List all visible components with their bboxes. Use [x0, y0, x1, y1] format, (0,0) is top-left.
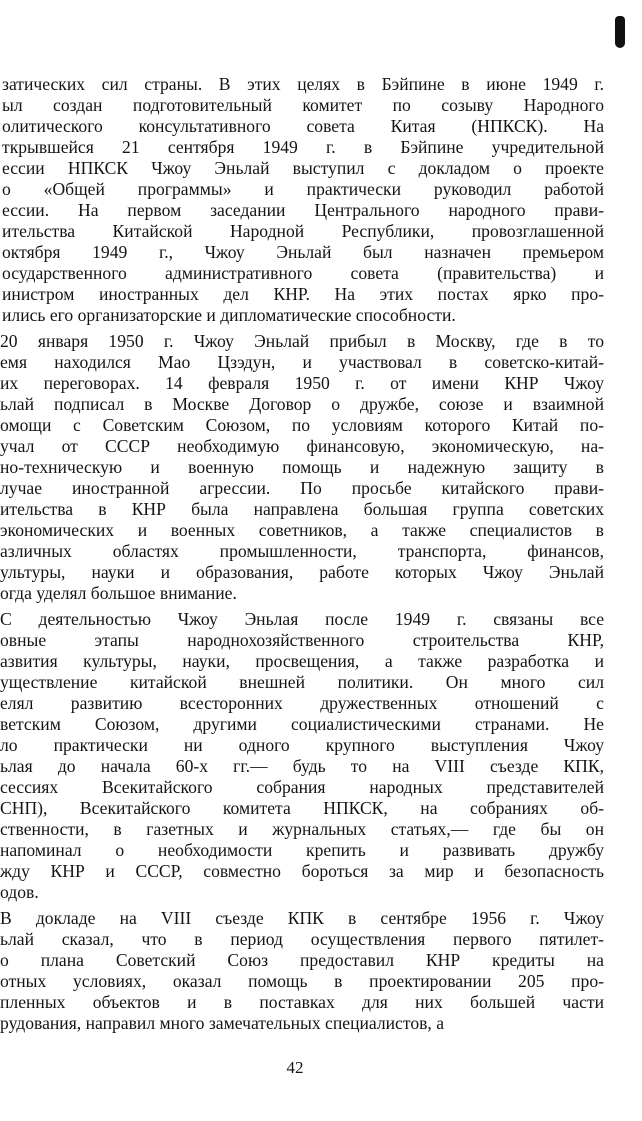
text-line: ственности, в газетных и журнальных статьях,— где бы он: [0, 819, 604, 839]
paragraph-3: [0, 609, 604, 908]
text-line: ительства в КНР была направлена большая группа советских: [0, 499, 604, 519]
text-line: ительства Китайской Народной Республики, провозглашенной: [2, 221, 604, 241]
text-line: но-техническую и военную помощь и надежную защиту в: [0, 457, 604, 477]
text-line: ветским Союзом, другими социалистическими странами. Не: [0, 714, 604, 734]
text-line: рудования, направил много замечательных специалистов, а: [0, 1013, 445, 1033]
text-line: ессии НПКСК Чжоу Эньлай выступил с докладом о проекте: [2, 158, 604, 178]
text-line: олитического консультативного совета Китая (НПКСК). На: [2, 116, 604, 136]
text-line: сессиях Всекитайского собрания народных представителей: [0, 777, 604, 797]
text-line: ьлай подписал в Москве Договор о дружбе, союзе и взаимной: [0, 394, 604, 414]
paragraph-2: [0, 331, 604, 609]
paragraph-1: [0, 74, 604, 331]
text-line: инистром иностранных дел КНР. На этих постах ярко про-: [2, 284, 604, 304]
text-line: экономических и военных советников, а также специалистов в: [0, 520, 604, 540]
text-line: о плана Советский Союз предоставил КНР кредиты на: [0, 950, 604, 970]
text-line: пленных объектов и в поставках для них большей части: [0, 992, 604, 1012]
text-line: затических сил страны. В этих целях в Бэйпине в июне 1949 г.: [2, 74, 604, 94]
ink-blot: [615, 16, 625, 48]
text-line: ыл создан подготовительный комитет по созыву Народного: [2, 95, 604, 115]
text-line: С деятельностью Чжоу Эньлая после 1949 г. связаны все: [0, 609, 604, 629]
text-line: жду КНР и СССР, совместно бороться за мир и безопасность: [0, 861, 604, 881]
text-line: азвития культуры, науки, просвещения, а также разработка и: [0, 651, 604, 671]
text-line: отных условиях, оказал помощь в проектировании 205 про-: [0, 971, 604, 991]
text-line: овные этапы народнохозяйственного строительства КНР,: [0, 630, 604, 650]
text-line: ультуры, науки и образования, работе которых Чжоу Эньлай: [0, 562, 604, 582]
text-line: ьлая до начала 60-х гг.— будь то на VIII съезде КПК,: [0, 756, 604, 776]
text-line: ьлай сказал, что в период осуществления первого пятилет-: [0, 929, 604, 949]
text-line: ились его организаторские и дипломатические способности.: [2, 305, 456, 325]
text-line: ло практически ни одного крупного выступления Чжоу: [0, 735, 604, 755]
text-line: 20 января 1950 г. Чжоу Эньлай прибыл в Москву, где в то: [0, 331, 604, 351]
text-line: азличных областях промышленности, транспорта, финансов,: [0, 541, 604, 561]
text-line: о «Общей программы» и практически руководил работой: [2, 179, 604, 199]
text-line: ткрывшейся 21 сентября 1949 г. в Бэйпине учредительной: [2, 137, 604, 157]
text-line: В докладе на VIII съезде КПК в сентябре 1956 г. Чжоу: [0, 908, 604, 928]
text-line: октября 1949 г., Чжоу Эньлай был назначен премьером: [2, 242, 604, 262]
text-line: емя находился Мао Цзэдун, и участвовал в советско-китай-: [0, 352, 604, 372]
page-number: 42: [286, 1058, 304, 1077]
paragraph-4: [0, 908, 604, 1034]
text-line: учал от СССР необходимую финансовую, экономическую, на-: [0, 436, 604, 456]
text-line: ессии. На первом заседании Центрального народного прави-: [2, 200, 604, 220]
text-line: уществление китайской внешней политики. Он много сил: [0, 672, 604, 692]
text-line: омощи с Советским Союзом, по условиям которого Китай по-: [0, 415, 604, 435]
body-text: [0, 74, 604, 1034]
text-line: напоминал о необходимости крепить и развивать дружбу: [0, 840, 604, 860]
text-line: лучае иностранной агрессии. По просьбе китайского прави-: [0, 478, 604, 498]
text-line: елял развитию всесторонних дружественных отношений с: [0, 693, 604, 713]
text-line: огда уделял большое внимание.: [0, 583, 237, 603]
text-line: одов.: [0, 882, 39, 902]
text-line: СНП), Всекитайского комитета НПКСК, на собраниях об-: [0, 798, 604, 818]
text-line: их переговорах. 14 февраля 1950 г. от имени КНР Чжоу: [0, 373, 604, 393]
text-line: осударственного административного совета (правительства) и: [2, 263, 604, 283]
